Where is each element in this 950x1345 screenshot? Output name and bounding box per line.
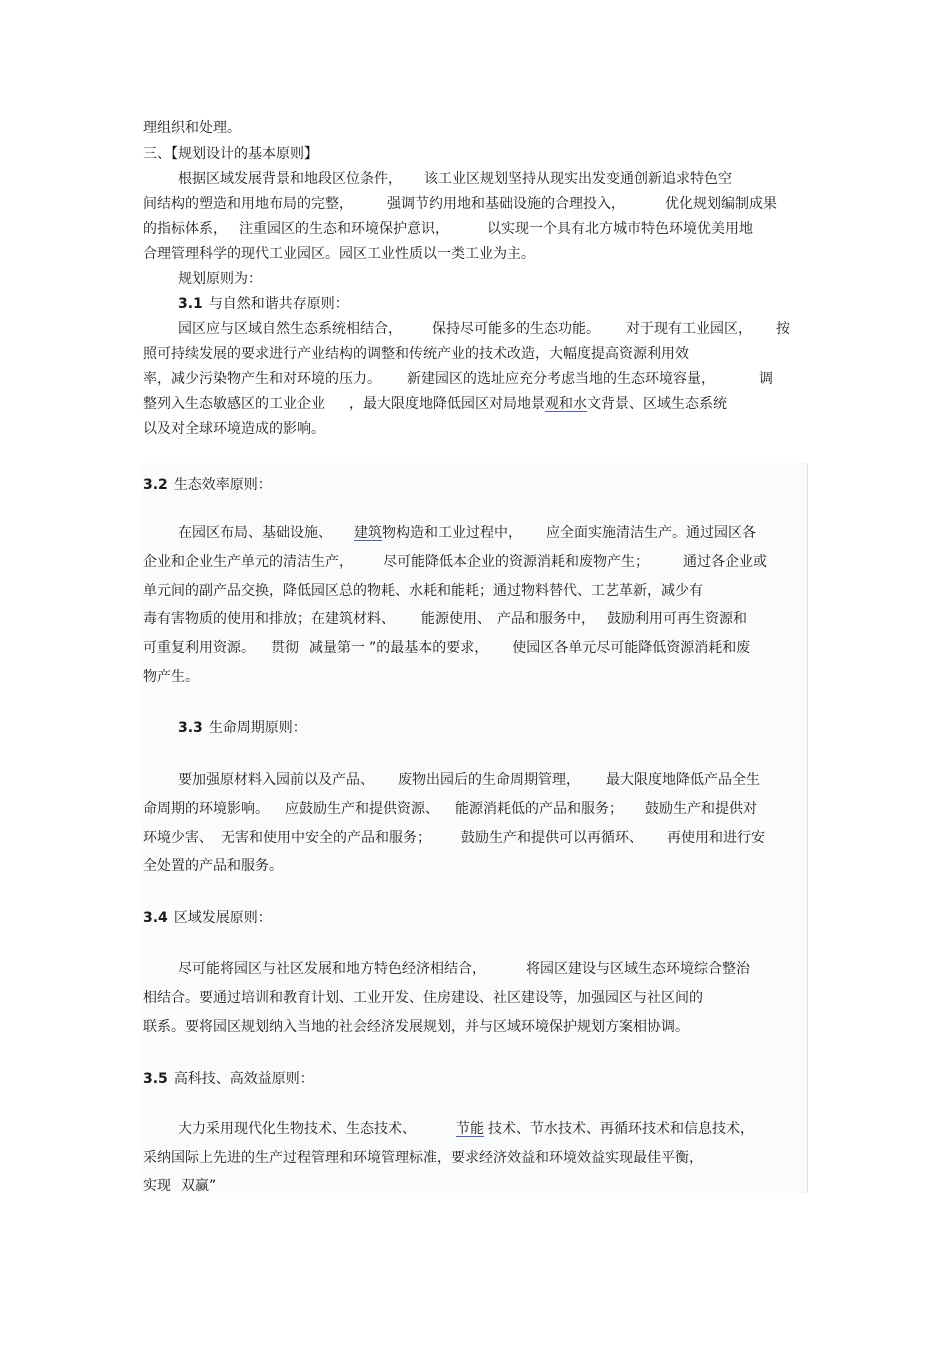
text-line: 可重复利用资源。 贯彻 减量第一 ”的最基本的要求， 使园区各单元尽可能降低资源消耗和废: [143, 640, 751, 656]
text-line: 采纳国际上先进的生产过程管理和环境管理标准，要求经济效益和环境效益实现最佳平衡，: [143, 1150, 703, 1166]
text-line: 规划原则为：: [178, 271, 262, 287]
text-line: 率，减少污染物产生和对环境的压力。 新建园区的选址应充分考虑当地的生态环境容量， 调: [143, 371, 773, 387]
text-line: 整列入生态敏感区的工业企业 ，最大限度地降低园区对局地景观和水文背景、区域生态系统: [143, 396, 727, 412]
text-line: 企业和企业生产单元的清洁生产， 尽可能降低本企业的资源消耗和废物产生； 通过各企业或: [143, 554, 767, 570]
text-line: 毒有害物质的使用和排放；在建筑材料、 能源使用、 产品和服务中， 鼓励利用可再生资源和: [143, 611, 747, 627]
text-line: 全处置的产品和服务。: [143, 858, 283, 874]
text-line: 间结构的塑造和用地布局的完整， 强调节约用地和基础设施的合理投入， 优化规划编制成果: [143, 196, 777, 212]
text-line: 以及对全球环境造成的影响。: [143, 421, 325, 437]
text-line: 照可持续发展的要求进行产业结构的调整和传统产业的技术改造，大幅度提高资源利用效: [143, 346, 689, 362]
text-line: 的指标体系， 注重园区的生态和环境保护意识， 以实现一个具有北方城市特色环境优美用地: [143, 221, 753, 237]
text-line: 在园区布局、基础设施、 建筑物构造和工业过程中， 应全面实施清洁生产。通过园区各: [178, 525, 756, 541]
text-line: 尽可能将园区与社区发展和地方特色经济相结合， 将园区建设与区域生态环境综合整治: [178, 961, 750, 977]
subsection-heading: 3.5 高科技、高效益原则：: [143, 1071, 314, 1087]
subsection-heading: 3.2 生态效率原则：: [143, 477, 272, 493]
text-line: 根据区域发展背景和地段区位条件， 该工业区规划坚持从现实出发变通创新追求特色空: [178, 171, 732, 187]
text-line: 相结合。要通过培训和教育计划、工业开发、住房建设、社区建设等，加强园区与社区间的: [143, 990, 703, 1006]
section-heading: 三、【规划设计的基本原则】: [143, 146, 318, 162]
subsection-heading: 3.3 生命周期原则：: [178, 720, 307, 736]
text-line: 实现 双赢”: [143, 1178, 217, 1194]
text-line: 物产生。: [143, 669, 199, 685]
text-line: 合理管理科学的现代工业园区。园区工业性质以一类工业为主。: [143, 246, 535, 262]
text-line: 理组织和处理。: [143, 120, 241, 136]
text-line: 要加强原材料入园前以及产品、 废物出园后的生命周期管理， 最大限度地降低产品全生: [178, 772, 760, 788]
subsection-heading: 3.1 与自然和谐共存原则：: [178, 296, 349, 312]
text-line: 大力采用现代化生物技术、生态技术、 节能 技术、节水技术、再循环技术和信息技术，: [178, 1121, 754, 1137]
text-line: 环境少害、 无害和使用中安全的产品和服务； 鼓励生产和提供可以再循环、 再使用和进行安: [143, 830, 765, 846]
text-line: 联系。要将园区规划纳入当地的社会经济发展规划，并与区域环境保护规划方案相协调。: [143, 1019, 689, 1035]
text-line: 单元间的副产品交换，降低园区总的物耗、水耗和能耗；通过物料替代、工艺革新，减少有: [143, 583, 703, 599]
subsection-heading: 3.4 区域发展原则：: [143, 910, 272, 926]
text-line: 命周期的环境影响。 应鼓励生产和提供资源、 能源消耗低的产品和服务； 鼓励生产和提供对: [143, 801, 757, 817]
text-line: 园区应与区域自然生态系统相结合， 保持尽可能多的生态功能。 对于现有工业园区， 按: [178, 321, 790, 337]
